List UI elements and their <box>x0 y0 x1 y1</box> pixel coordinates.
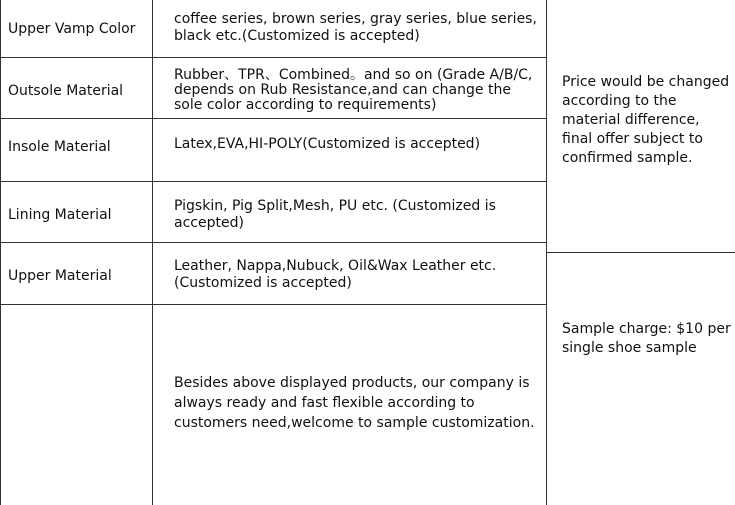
row-detail-upper-material: Leather, Nappa,Nubuck, Oil&Wax Leather etc. (Customized is accepted) <box>174 258 497 291</box>
sample-charge-note: Sample charge: $10 per single shoe sample <box>562 321 731 356</box>
column-divider <box>152 0 153 505</box>
row-divider <box>0 304 547 305</box>
row-divider <box>0 181 547 182</box>
row-detail-insole-material: Latex,EVA,HI-POLY(Customized is accepted) <box>174 136 481 152</box>
row-detail-outsole-material: Rubber、TPR、Combined。and so on (Grade A/B/C, depends on Rub Resistance,and can change the sole color according to requirements) <box>174 67 533 113</box>
row-divider <box>0 118 547 119</box>
row-divider <box>0 57 547 58</box>
row-detail-upper-vamp-color: coffee series, brown series, gray series, blue series, black etc.(Customized is accepted) <box>174 11 537 44</box>
row-detail-company-note: Besides above displayed products, our company is always ready and fast flexible according to customers need,welcome to sample customization. <box>174 375 535 431</box>
column-divider <box>546 0 547 505</box>
row-divider <box>0 242 547 243</box>
row-label-outsole-material: Outsole Material <box>8 83 124 99</box>
row-label-lining-material: Lining Material <box>8 207 112 223</box>
row-detail-lining-material: Pigskin, Pig Split,Mesh, PU etc. (Customized is accepted) <box>174 198 496 231</box>
note-divider <box>547 252 735 253</box>
row-label-insole-material: Insole Material <box>8 139 111 155</box>
price-note: Price would be changed according to the material difference, final offer subject to confirmed sample. <box>562 74 730 166</box>
left-border <box>0 0 1 505</box>
row-label-upper-material: Upper Material <box>8 268 112 284</box>
row-label-upper-vamp-color: Upper Vamp Color <box>8 21 136 37</box>
